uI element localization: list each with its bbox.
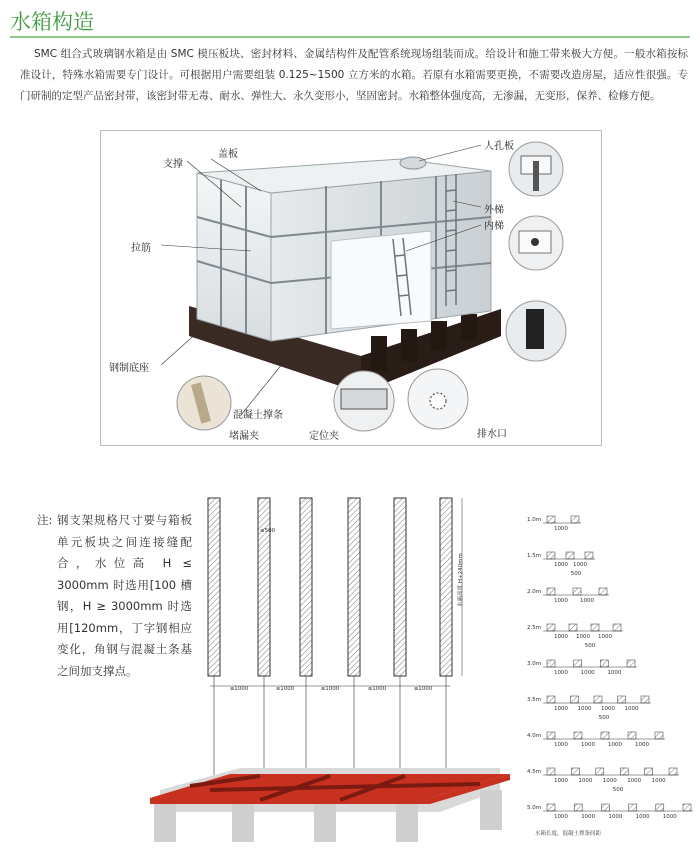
- label-manhole: 人孔板: [484, 141, 514, 152]
- schedule-strip: [547, 768, 555, 775]
- schedule-spacing: 1000: [635, 742, 649, 748]
- schedule-spacing: 1000: [598, 634, 612, 640]
- schedule-spacing: 1000: [554, 742, 568, 748]
- schedule-length-label: 2.0m: [527, 589, 542, 595]
- label-positioning-clip: 定位夹: [309, 431, 339, 442]
- panel-columns: [208, 498, 452, 780]
- schedule-strip: [566, 552, 574, 559]
- schedule-strip: [571, 516, 579, 523]
- label-drain: 排水口: [477, 429, 507, 440]
- schedule-strip: [569, 624, 577, 631]
- label-steel-base: 钢制底座: [109, 363, 149, 374]
- label-tie-rod: 拉筋: [131, 243, 151, 254]
- tank-structure-figure: [100, 130, 602, 446]
- schedule-length-label: 3.0m: [527, 661, 542, 667]
- label-outer-ladder: 外梯: [484, 205, 504, 216]
- front-panel: [197, 173, 271, 341]
- schedule-strip: [571, 696, 579, 703]
- schedule-rows: [527, 516, 693, 820]
- schedule-strip: [620, 768, 628, 775]
- schedule-spacing: 1000: [581, 814, 596, 820]
- spacing-dimension: ≤1000: [320, 686, 340, 692]
- schedule-spacing: 1000: [608, 814, 623, 820]
- schedule-strip: [547, 552, 555, 559]
- schedule-strip: [547, 516, 555, 523]
- schedule-offset: 500: [584, 643, 596, 649]
- schedule-strip: [655, 732, 663, 739]
- page-title: 水箱构造: [10, 10, 94, 34]
- spacing-dimension: ≤1000: [275, 686, 295, 692]
- schedule-length-label: 2.5m: [527, 625, 542, 631]
- schedule-spacing: 1000: [554, 634, 568, 640]
- panel-column: [208, 498, 220, 676]
- schedule-strip: [683, 804, 691, 811]
- schedule-strip: [547, 624, 555, 631]
- schedule-offset: 500: [598, 715, 610, 721]
- schedule-spacing: 1000: [554, 706, 568, 712]
- schedule-spacing: 1000: [554, 562, 568, 568]
- note-prefix: 注:: [37, 513, 53, 527]
- panel-column: [348, 498, 360, 676]
- schedule-spacing: 1000: [580, 670, 595, 676]
- height-dimension: 水箱高度 H+240mm: [458, 553, 464, 607]
- schedule-spacing: 1000: [607, 670, 622, 676]
- concrete-strip: [371, 336, 387, 371]
- schedule-length-label: 4.5m: [527, 769, 542, 775]
- schedule-length-label: 3.5m: [527, 697, 542, 703]
- schedule-spacing: 1000: [576, 634, 590, 640]
- schedule-strip: [641, 696, 649, 703]
- manhole-cover: [400, 157, 426, 169]
- schedule-spacing: 1000: [554, 778, 568, 784]
- schedule-spacing: 1000: [554, 670, 568, 676]
- schedule-strip: [599, 588, 607, 595]
- spacing-dimension: ≤1000: [413, 686, 433, 692]
- schedule-offset: 500: [570, 571, 582, 577]
- schedule-strip: [600, 660, 608, 667]
- note-text: 钢支架规格尺寸要与箱板单元板块之间连接缝配合，水位高 H ≤ 3000mm 时选用[100 槽钢，H ≥ 3000mm 时选用[120mm，丁字钢相应变化，角钢与混凝土条基之间加支撑点。: [57, 513, 192, 678]
- intro-paragraph: SMC 组合式玻璃钢水箱是由 SMC 模压板块、密封材料、金属结构件及配管系统现场组装而成。给设计和施工带来极大方便。一般水箱按标准设计，特殊水箱需要专门设计。可根据用户需要组装 0.125~1500 立方米的水箱。若原有水箱需要更换，不需要改造房屋，适应性很强。专门研制的定型产品密封带，该密封带无毒、耐水、弹性大、永久变形小，坚固密封。水箱整体强度高，无渗漏，无变形，保养、检修方便。: [20, 48, 688, 102]
- schedule-strip: [627, 660, 635, 667]
- schedule-strip: [547, 732, 555, 739]
- schedule-strip: [574, 660, 582, 667]
- title-divider: [10, 36, 690, 38]
- schedule-spacing: 1000: [554, 814, 568, 820]
- schedule-spacing: 1000: [651, 778, 666, 784]
- schedule-strip: [585, 552, 593, 559]
- schedule-spacing: 1000: [602, 778, 617, 784]
- schedule-length-label: 1.0m: [527, 517, 542, 523]
- schedule-strip: [547, 804, 555, 811]
- schedule-spacing: 1000: [578, 778, 593, 784]
- tank-illustration: [101, 131, 601, 445]
- label-cover: 盖板: [218, 149, 238, 160]
- schedule-strip: [669, 768, 677, 775]
- concrete-strip-schedule: [525, 505, 695, 840]
- spacing-dimension: ≤1000: [229, 686, 249, 692]
- schedule-length-label: 4.0m: [527, 733, 542, 739]
- label-inner-ladder: 内梯: [484, 221, 504, 232]
- label-concrete-strip: 混凝土撑条: [233, 410, 283, 421]
- schedule-offset: 500: [612, 787, 624, 793]
- schedule-strip: [547, 588, 555, 595]
- schedule-footer: 水箱长度，混凝土撑条间距: [535, 831, 602, 837]
- panel-column: [300, 498, 312, 676]
- schedule-strip: [601, 804, 609, 811]
- panel-column: [258, 498, 270, 676]
- panel-column: [440, 498, 452, 676]
- label-leak-clip: 堵漏夹: [229, 431, 259, 442]
- schedule-spacing: 1000: [662, 814, 677, 820]
- spacing-dimension: ≤1000: [367, 686, 387, 692]
- schedule-spacing: 1000: [580, 598, 594, 604]
- schedule-strip: [574, 804, 582, 811]
- schedule-strip: [594, 696, 602, 703]
- schedule-strip: [547, 696, 555, 703]
- schedule-spacing: 1000: [635, 814, 650, 820]
- schedule-spacing: 1000: [627, 778, 642, 784]
- schedule-strip: [618, 696, 626, 703]
- schedule-strip: [629, 804, 637, 811]
- steel-frame-base: [150, 768, 510, 842]
- gap-dimension: ≤500: [260, 528, 276, 534]
- schedule-spacing: 1000: [554, 526, 568, 532]
- schedule-spacing: 1000: [577, 706, 592, 712]
- support-frame-drawing: [150, 490, 520, 848]
- schedule-strip: [591, 624, 599, 631]
- label-support: 支撑: [163, 159, 183, 170]
- schedule-spacing: 1000: [601, 706, 615, 712]
- schedule-spacing: 1000: [573, 562, 587, 568]
- schedule-spacing: 1000: [608, 742, 622, 748]
- schedule-length-label: 1.5m: [527, 553, 542, 559]
- schedule-spacing: 1000: [624, 706, 639, 712]
- schedule-strip: [645, 768, 653, 775]
- schedule-length-label: 5.0m: [527, 805, 542, 811]
- schedule-strip: [547, 660, 555, 667]
- schedule-strip: [574, 732, 582, 739]
- schedule-strip: [628, 732, 636, 739]
- schedule-strip: [656, 804, 664, 811]
- schedule-strip: [613, 624, 621, 631]
- schedule-strip: [601, 732, 609, 739]
- schedule-spacing: 1000: [554, 598, 568, 604]
- schedule-strip: [573, 588, 581, 595]
- schedule-spacing: 1000: [581, 742, 595, 748]
- schedule-strip: [596, 768, 604, 775]
- schedule-strip: [571, 768, 579, 775]
- panel-column: [394, 498, 406, 676]
